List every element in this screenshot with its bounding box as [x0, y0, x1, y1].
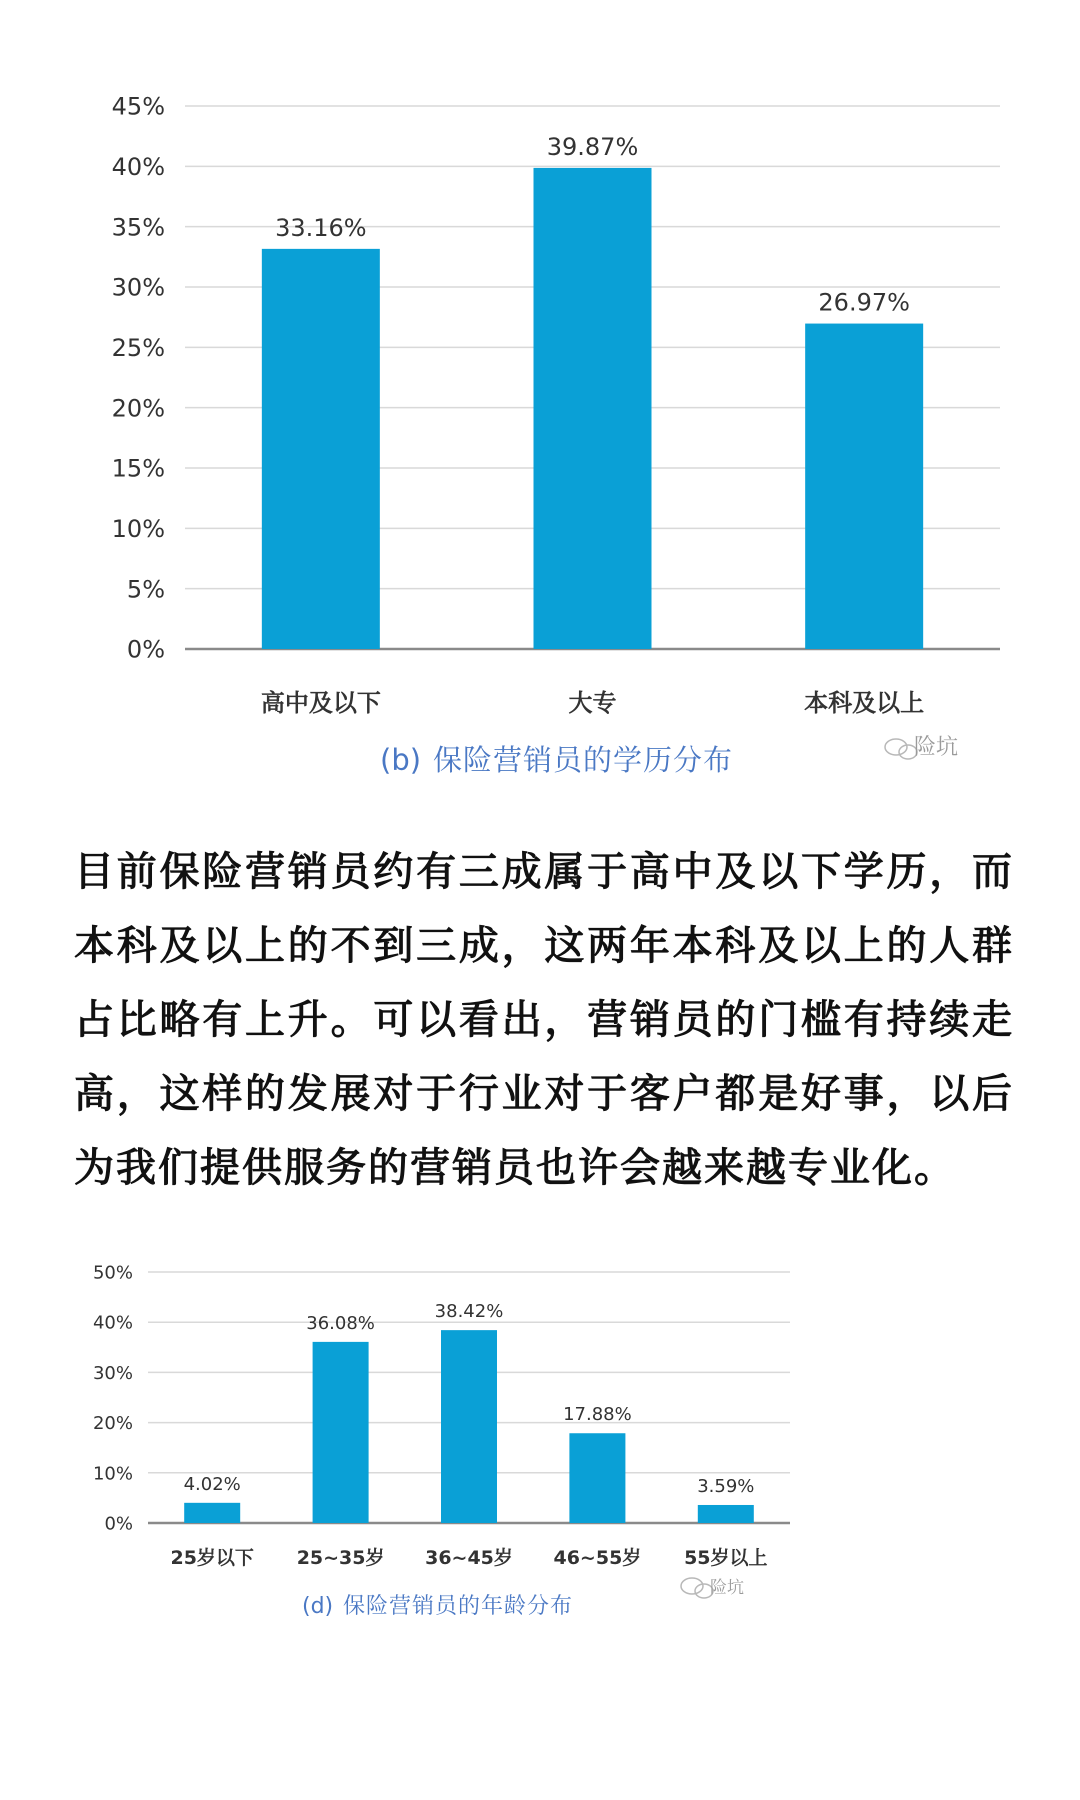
category-label: 25~35岁: [296, 1547, 385, 1569]
y-tick-label: 45%: [111, 92, 165, 121]
data-label: 4.02%: [183, 1473, 241, 1495]
category-label: 36~45岁: [425, 1547, 513, 1569]
y-tick-label: 0%: [104, 1513, 133, 1535]
bar: [805, 324, 923, 649]
bar: [262, 249, 380, 649]
data-label: 17.88%: [563, 1404, 632, 1426]
y-tick-label: 20%: [111, 394, 165, 423]
caption-tag: (d): [302, 1594, 334, 1619]
watermark-text: 险坑: [914, 735, 959, 760]
category-label: 本科及以上: [804, 689, 925, 717]
chart-caption: 保险营销员的学历分布: [433, 743, 734, 777]
y-tick-label: 10%: [111, 514, 165, 543]
age-chart: [0, 1235, 1080, 1655]
bar: [534, 168, 652, 649]
y-tick-label: 10%: [92, 1463, 133, 1485]
data-label: 38.42%: [434, 1301, 504, 1323]
bar: [569, 1433, 625, 1523]
category-label: 高中及以下: [260, 689, 381, 717]
y-tick-label: 40%: [92, 1312, 133, 1334]
data-label: 33.16%: [275, 213, 367, 242]
y-tick-label: 15%: [111, 454, 165, 483]
y-tick-label: 5%: [126, 575, 165, 604]
education-chart: [0, 60, 1080, 820]
bar: [441, 1330, 497, 1523]
y-tick-label: 25%: [111, 333, 165, 362]
body-paragraph: 目前保险营销员约有三成属于高中及以下学历，而本科及以上的不到三成，这两年本科及以上的人群占比略有上升。可以看出，营销员的门槛有持续走高，这样的发展对于行业对于客户都是好事，以后为我们提供服务的营销员也许会越来越专业化。: [74, 848, 1014, 1191]
y-tick-label: 30%: [111, 273, 165, 302]
y-tick-label: 35%: [111, 213, 165, 242]
caption-tag: (b): [380, 743, 422, 777]
bar: [698, 1505, 754, 1523]
watermark-icon: [885, 739, 907, 755]
bar: [313, 1342, 369, 1523]
watermark-text: 险坑: [710, 1578, 744, 1598]
bar: [184, 1503, 240, 1523]
category-label: 25岁以下: [170, 1547, 254, 1569]
data-label: 36.08%: [306, 1312, 375, 1334]
watermark-icon: [681, 1578, 703, 1594]
category-label: 55岁以上: [684, 1547, 768, 1569]
data-label: 26.97%: [818, 288, 910, 317]
y-tick-label: 0%: [126, 635, 165, 664]
data-label: 39.87%: [546, 132, 639, 161]
data-label: 3.59%: [697, 1475, 755, 1497]
y-tick-label: 30%: [92, 1362, 133, 1384]
y-tick-label: 50%: [92, 1262, 133, 1284]
y-tick-label: 40%: [111, 152, 165, 181]
y-tick-label: 20%: [92, 1413, 133, 1435]
category-label: 46~55岁: [553, 1547, 642, 1569]
category-label: 大专: [568, 689, 617, 717]
chart-caption: 保险营销员的年龄分布: [343, 1594, 574, 1619]
